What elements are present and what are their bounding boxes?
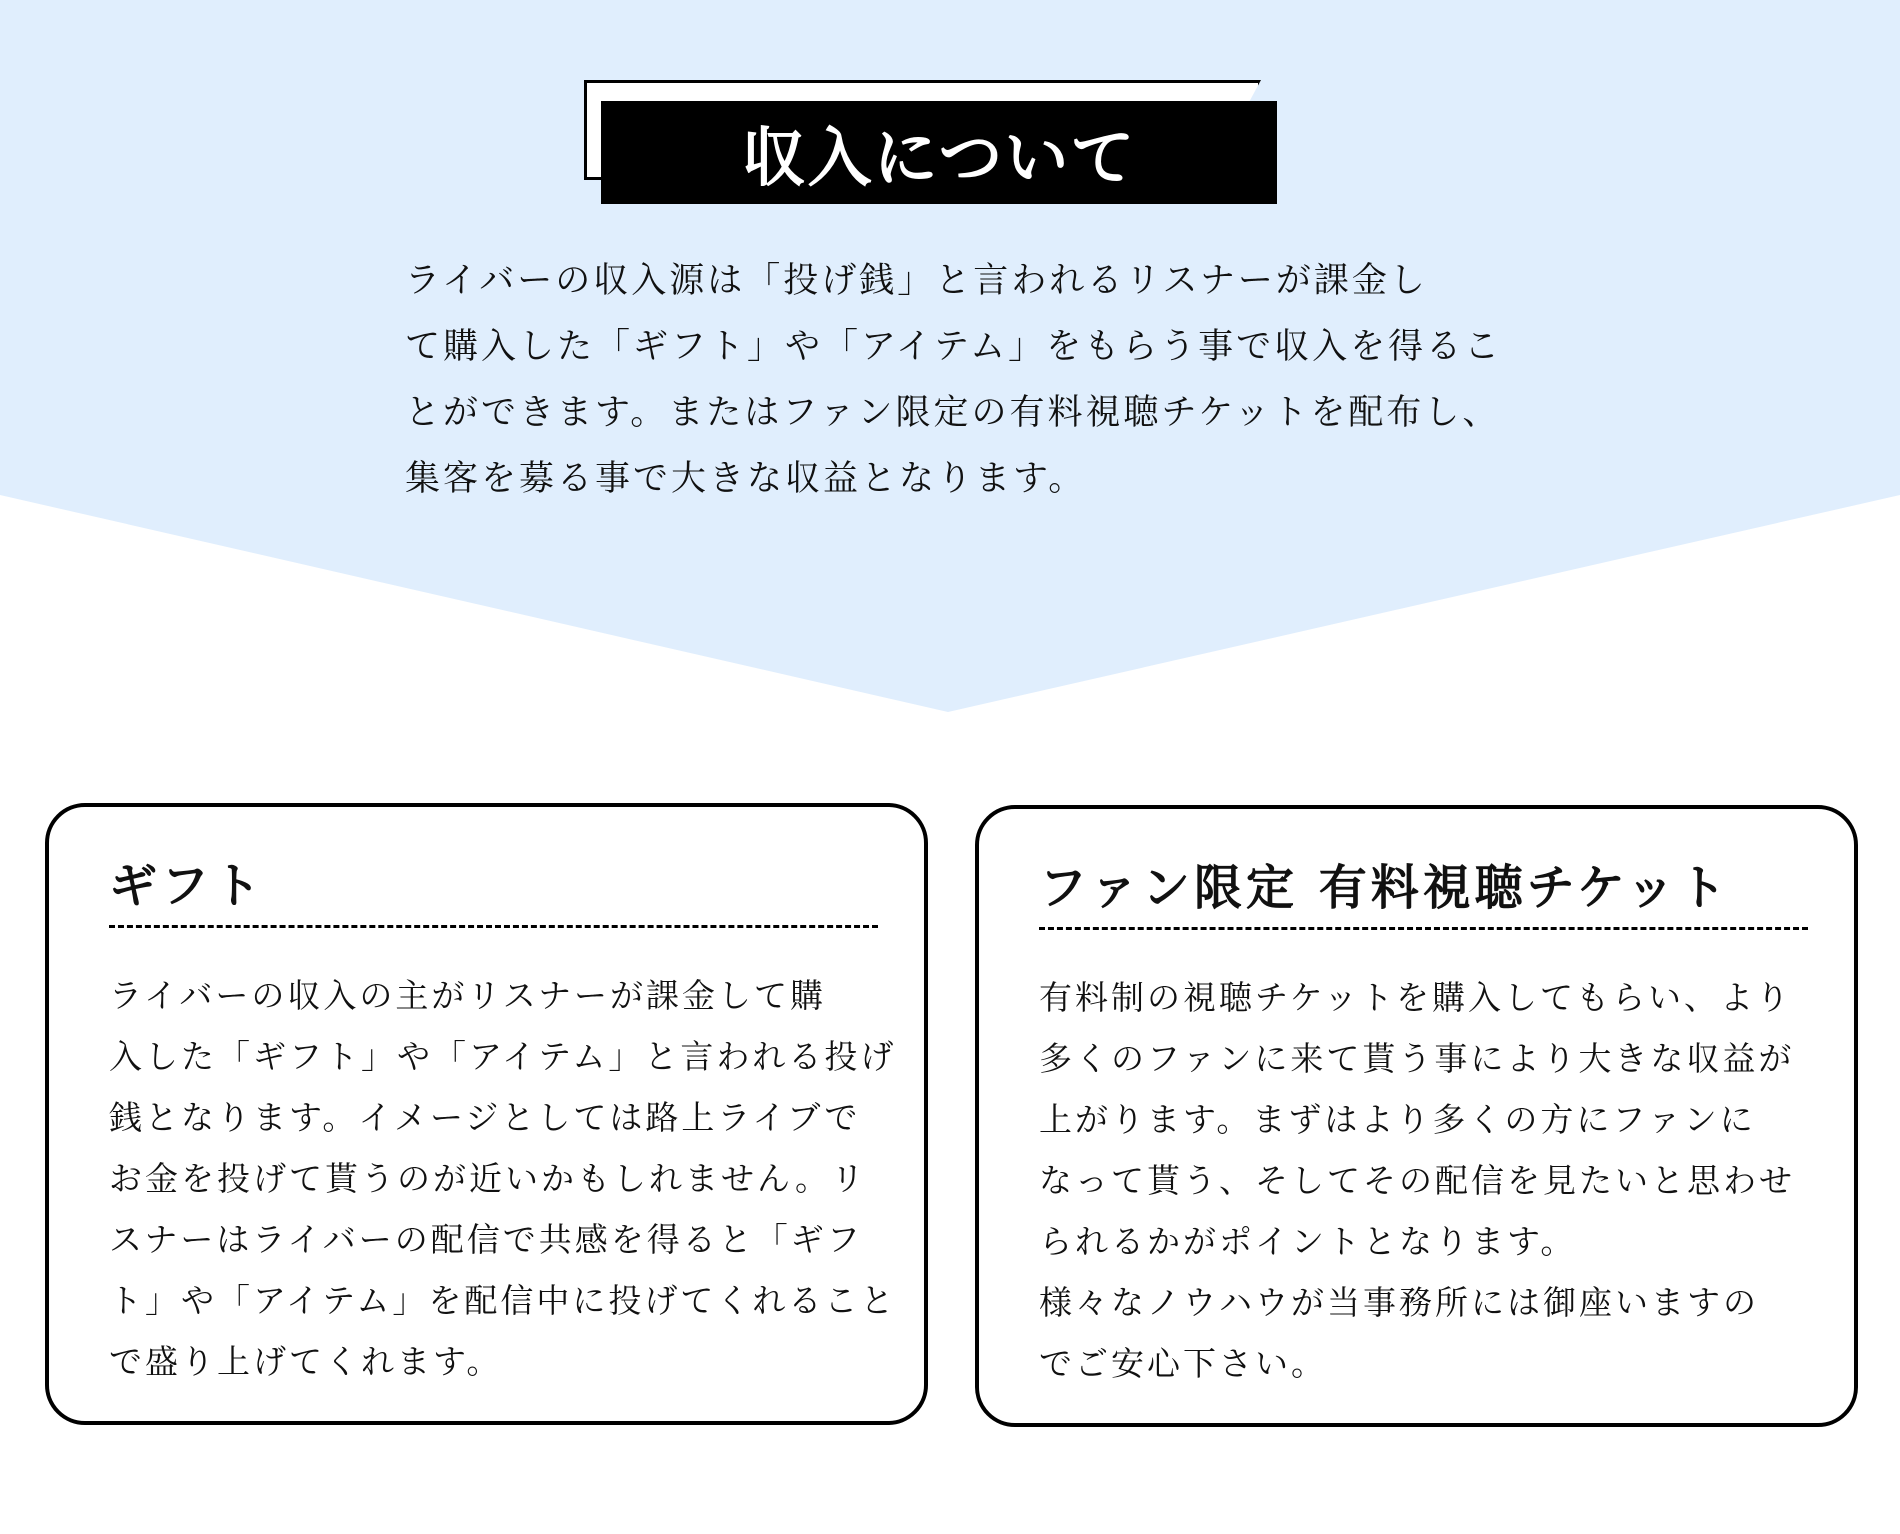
gift-card-body [109,965,909,1392]
card-body-line: お金を投げて貰うのが近いかもしれません。リ [109,1159,867,1198]
intro-line: て購入した「ギフト」や「アイテム」をもらう事で収入を得るこ [405,327,1503,367]
card-body-line: られるかがポイントとなります。 [1039,1222,1577,1261]
intro-line: ライバーの収入源は「投げ銭」と言われるリスナーが課金し [405,261,1428,301]
ticket-card [975,805,1858,1427]
ticket-card-body [1039,967,1839,1394]
card-body-line: 入した「ギフト」や「アイテム」と言われる投げ [109,1037,897,1076]
gift-card-title: ギフト [109,858,266,914]
card-body-line: で盛り上げてくれます。 [109,1342,503,1381]
gift-card-divider [109,925,878,928]
card-body-line: ライバーの収入の主がリスナーが課金して購 [109,976,827,1015]
gift-card [45,803,928,1425]
card-body-line: 様々なノウハウが当事務所には御座いますの [1039,1283,1759,1322]
card-body-line: 多くのファンに来て貰う事により大きな収益が [1039,1039,1795,1078]
card-body-line: でご安心下さい。 [1039,1344,1327,1383]
card-body-line: なって貰う、そしてその配信を見たいと思わせ [1039,1161,1795,1200]
ticket-card-divider [1039,927,1808,930]
section-title: 収入について [741,121,1137,196]
intro-line: とができます。またはファン限定の有料視聴チケットを配布し、 [405,393,1501,433]
intro-line: 集客を募る事で大きな収益となります。 [405,459,1087,499]
intro-paragraph [405,248,1515,512]
card-body-line: ト」や「アイテム」を配信中に投げてくれること [109,1281,897,1320]
section-title-box [601,101,1277,204]
card-body-line: 上がります。まずはより多くの方にファンに [1039,1100,1756,1139]
card-body-line: スナーはライバーの配信で共感を得ると「ギフ [109,1220,863,1259]
card-body-line: 銭となります。イメージとしては路上ライブで [109,1098,861,1137]
card-body-line: 有料制の視聴チケットを購入してもらい、より [1039,978,1793,1017]
ticket-card-title: ファン限定 有料視聴チケット [1039,860,1731,916]
